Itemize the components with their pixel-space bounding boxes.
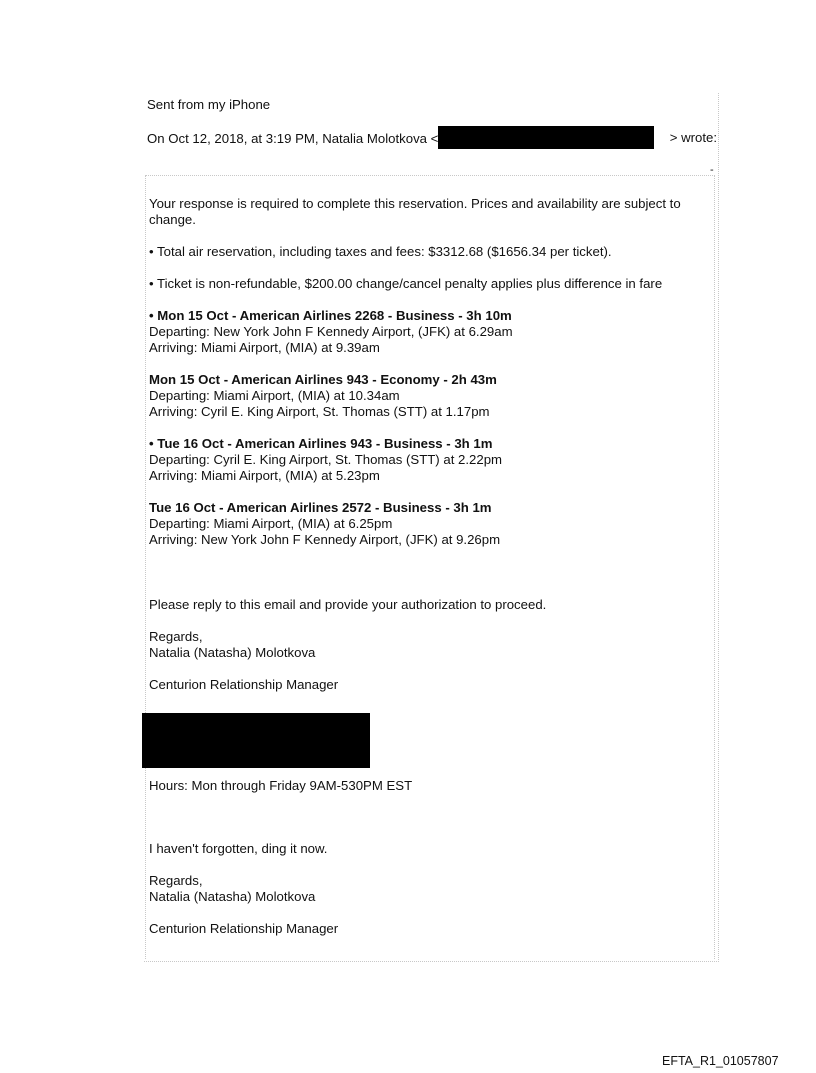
spacer [149, 564, 709, 597]
quoted-header-line [147, 130, 717, 149]
signature-role: Centurion Relationship Manager [149, 677, 339, 692]
flight-title: • Tue 16 Oct - American Airlines 943 - Business - 3h 1m [149, 436, 493, 451]
flight-departure: Departing: Miami Airport, (MIA) at 6.25pm [149, 516, 393, 531]
flight-departure: Departing: Miami Airport, (MIA) at 10.34am [149, 388, 400, 403]
reply-request: Please reply to this email and provide your authorization to proceed. [149, 597, 547, 612]
flight-title: Tue 16 Oct - American Airlines 2572 - Business - 3h 1m [149, 500, 492, 515]
flight-arrival: Arriving: Cyril E. King Airport, St. Thomas (STT) at 1.17pm [149, 404, 490, 419]
quoted-message-body [149, 196, 709, 709]
sent-from-line: Sent from my iPhone [147, 97, 271, 112]
flight-arrival: Arriving: Miami Airport, (MIA) at 5.23pm [149, 468, 380, 483]
flight-departure: Departing: New York John F Kennedy Airport, (JFK) at 6.29am [149, 324, 513, 339]
reply-regards: Regards, [149, 873, 203, 888]
redacted-contact-block [142, 713, 370, 768]
reply-text: I haven't forgotten, ding it now. [149, 841, 328, 856]
ticket-policy-line: • Ticket is non-refundable, $200.00 change/cancel penalty applies plus difference in fare [149, 276, 663, 291]
flight-segment [149, 500, 709, 548]
quoted-header-prefix: On Oct 12, 2018, at 3:19 PM, Natalia Molotkova < [147, 130, 439, 146]
reply-name: Natalia (Natasha) Molotkova [149, 889, 316, 904]
flight-segment [149, 436, 709, 484]
intro-text: Your response is required to complete this reservation. Prices and availability are subject to change. [149, 196, 681, 227]
total-price-line: • Total air reservation, including taxes and fees: $3312.68 ($1656.34 per ticket). [149, 244, 612, 259]
flight-arrival: Arriving: Miami Airport, (MIA) at 9.39am [149, 340, 380, 355]
reply-message [149, 841, 709, 953]
document-id: EFTA_R1_01057807 [662, 1054, 779, 1068]
signature-name: Natalia (Natasha) Molotkova [149, 645, 316, 660]
reply-role: Centurion Relationship Manager [149, 921, 339, 936]
quoted-header-suffix: > wrote: [669, 130, 717, 145]
flight-departure: Departing: Cyril E. King Airport, St. Thomas (STT) at 2.22pm [149, 452, 503, 467]
redacted-email [438, 126, 654, 149]
flight-title: Mon 15 Oct - American Airlines 943 - Economy - 2h 43m [149, 372, 497, 387]
flight-title: • Mon 15 Oct - American Airlines 2268 - Business - 3h 10m [149, 308, 512, 323]
flight-arrival: Arriving: New York John F Kennedy Airport, (JFK) at 9.26pm [149, 532, 501, 547]
signature-regards: Regards, [149, 629, 203, 644]
separator-dash: - [710, 164, 714, 176]
flight-segment [149, 308, 709, 356]
flight-segment [149, 372, 709, 420]
office-hours: Hours: Mon through Friday 9AM-530PM EST [149, 778, 413, 793]
